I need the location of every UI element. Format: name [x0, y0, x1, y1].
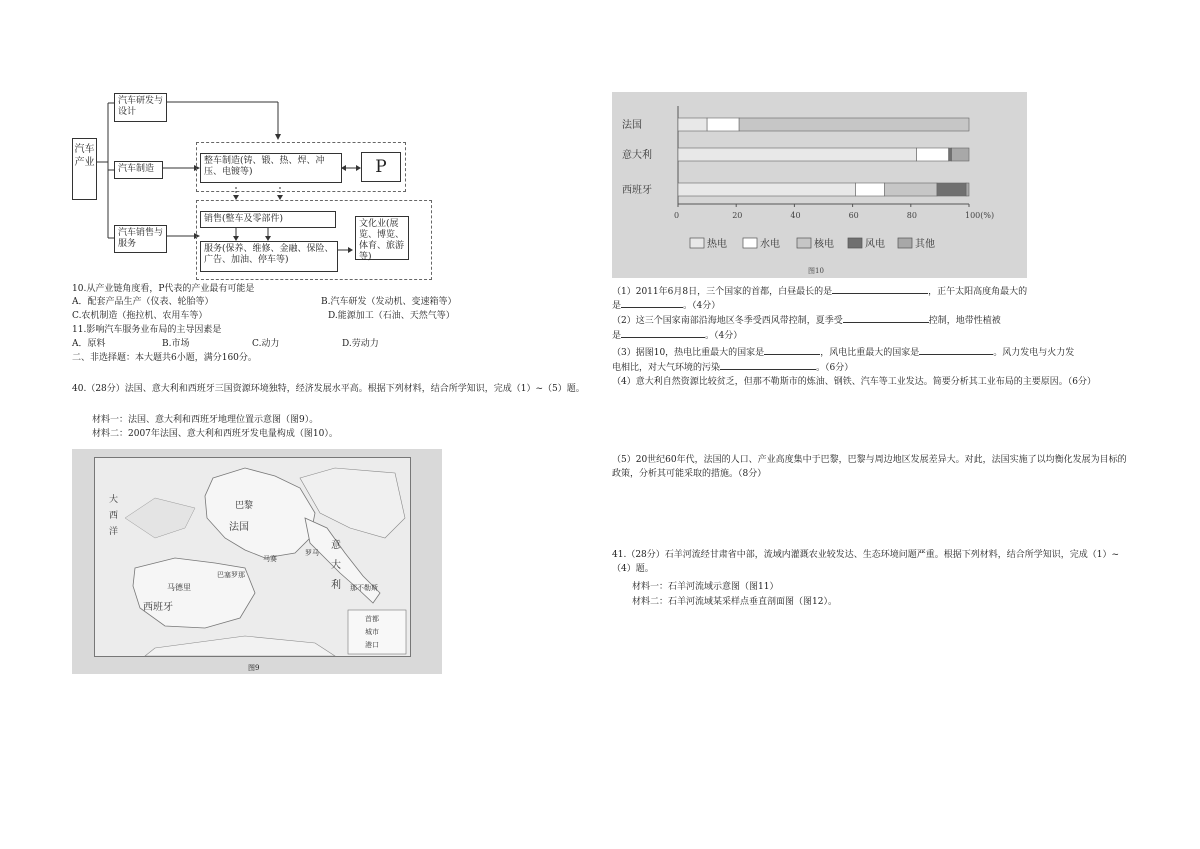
q40-2-text-c: 是 [612, 331, 622, 341]
chart-x-tick-label: 40 [790, 211, 801, 220]
answer-blank-3c[interactable] [720, 360, 816, 370]
label-barcelona: 巴塞罗那 [217, 571, 245, 579]
flowchart-culture: 文化业(展览、博览、体育、旅游等) [355, 216, 409, 260]
question-41: 41.（28分）石羊河流经甘肃省中部，流域内灌溉农业较发达、生态环境问题严重。根据下列材料，结合所学知识，完成（1）~（4）题。 [612, 550, 1120, 574]
flowchart-root: 汽车产业 [72, 138, 97, 200]
chart-svg [612, 92, 1027, 278]
chart-legend-label: 其他 [915, 239, 935, 250]
chart-x-tick-label: 60 [848, 211, 859, 220]
legend-capital: 首都 [365, 615, 379, 623]
chart-category-label: 法国 [622, 120, 642, 131]
chart-bar-segment [885, 183, 937, 196]
question-11: 11.影响汽车服务业布局的主导因素是 [72, 325, 222, 335]
map-frame [94, 457, 411, 657]
chart-bar-segment [966, 183, 969, 196]
flowchart-mfg: 汽车制造 [114, 161, 163, 179]
answer-blank-1a[interactable] [832, 284, 928, 294]
q40-3-text-a: （3）据图10，热电比重最大的国家是 [612, 348, 765, 358]
q11-option-d: D.劳动力 [342, 339, 379, 349]
q40-material-1: 材料一：法国、意大利和西班牙地理位置示意图（图9）。 [92, 415, 319, 425]
chart-legend-label: 核电 [814, 239, 834, 250]
flowchart-assembly: 整车制造(铸、锻、热、焊、冲压、电镀等) [200, 153, 342, 183]
answer-blank-3b[interactable] [919, 345, 993, 355]
chart-x-tick-label: 20 [732, 211, 743, 220]
flowchart-sales: 汽车销售与服务 [114, 225, 167, 253]
q40-3-text-c: 。风力发电与火力发 [993, 348, 1075, 358]
label-italy: 意大利 [331, 540, 341, 591]
chart-legend-swatch [797, 238, 811, 248]
flowchart-rd: 汽车研发与设计 [114, 93, 167, 122]
q40-material-2: 材料二：2007年法国、意大利和西班牙发电量构成（图10）。 [92, 429, 338, 439]
q40-1-text-a: （1）2011年6月8日，三个国家的首都，白昼最长的是 [612, 287, 833, 297]
answer-blank-3a[interactable] [764, 345, 820, 355]
flowchart-p: P [361, 152, 401, 182]
chart-bar-segment [952, 148, 969, 161]
chart-legend-label: 热电 [707, 239, 727, 250]
map-caption: 图9 [248, 664, 260, 672]
label-atlantic: 大西洋 [109, 495, 119, 537]
chart-bar-segment [678, 183, 856, 196]
q11-option-a: A．原料 [72, 339, 106, 349]
chart-bar-segment [937, 183, 966, 196]
chart-bar-segment [678, 148, 917, 161]
label-spain: 西班牙 [143, 602, 173, 613]
section-2-heading: 二、非选择题：本大题共6小题，满分160分。 [72, 353, 257, 363]
chart-figure-10 [612, 92, 1027, 278]
q40-2-text-b: 控制，地带性植被 [928, 316, 1001, 326]
label-paris: 巴黎 [235, 501, 254, 511]
question-10: 10.从产业链角度看，P代表的产业最有可能是 [72, 284, 255, 294]
q10-option-d: D.能源加工（石油、天然气等） [328, 311, 455, 321]
chart-legend-swatch [898, 238, 912, 248]
label-rome: 罗马 [305, 549, 319, 557]
answer-blank-2a[interactable] [843, 313, 929, 323]
q41-material-2: 材料二：石羊河流域某采样点垂直剖面图（图12）。 [632, 597, 837, 607]
chart-legend-label: 水电 [760, 239, 780, 250]
chart-bar-segment [707, 118, 739, 131]
chart-legend-swatch [743, 238, 757, 248]
label-marseille: 马赛 [263, 555, 277, 563]
q40-1-line2 [612, 298, 720, 312]
q11-option-b: B.市场 [162, 339, 190, 349]
q40-3-line2 [612, 360, 853, 374]
chart-x-tick-label: 80 [906, 211, 917, 220]
legend-port: 港口 [365, 641, 379, 649]
q40-3-text-d: 电相比，对大气环境的污染 [612, 363, 721, 373]
q40-1-line1 [612, 284, 1027, 298]
q40-2-line1 [612, 313, 1001, 327]
chart-x-tick-label: 0 [674, 211, 680, 220]
chart-title: 图10 [808, 267, 824, 275]
q40-4: （4）意大利自然资源比较贫乏，但那不勒斯市的炼油、钢铁、汽车等工业发达。简要分析其工业布局的主要原因。（6分） [612, 377, 1096, 387]
chart-bar-segment [739, 118, 969, 131]
chart-legend-swatch [848, 238, 862, 248]
legend-city: 城市 [365, 628, 379, 636]
chart-category-label: 意大利 [622, 150, 652, 161]
chart-bar-segment [856, 183, 885, 196]
q40-3-text-e: 。（6分） [816, 363, 854, 373]
flowchart-services: 服务(保养、维修、金融、保险、广告、加油、停车等) [200, 241, 338, 272]
q40-2-text-d: 。（4分） [705, 331, 743, 341]
chart-legend-swatch [690, 238, 704, 248]
q40-3-text-b: ，风电比重最大的国家是 [820, 348, 920, 358]
q41-material-1: 材料一：石羊河流域示意图（图11） [632, 582, 779, 592]
label-naples: 那不勒斯 [350, 584, 378, 592]
q40-1-text-d: 。（4分） [683, 301, 721, 311]
q10-option-a: A．配套产品生产（仪表、轮胎等） [72, 297, 214, 307]
answer-blank-1b[interactable] [621, 298, 683, 308]
q40-5: （5）20世纪60年代，法国的人口、产业高度集中于巴黎，巴黎与周边地区发展差异大。对此，法国实施了以均衡化发展为目标的政策，分析其可能采取的措施。（8分） [612, 455, 1127, 479]
map-figure-9 [72, 449, 442, 674]
q40-2-text-a: （2）这三个国家南部沿海地区冬季受西风带控制，夏季受 [612, 316, 843, 326]
chart-category-label: 西班牙 [622, 185, 652, 196]
chart-bar-segment [949, 148, 952, 161]
q40-1-text-b: ，正午太阳高度角最大的 [928, 287, 1028, 297]
q10-option-b: B.汽车研发（发动机、变速箱等） [321, 297, 457, 307]
chart-bar-segment [678, 118, 707, 131]
q40-2-line2 [612, 328, 742, 342]
map-land [95, 458, 410, 656]
chart-bar-segment [917, 148, 949, 161]
chart-legend-label: 风电 [865, 239, 885, 250]
label-france: 法国 [229, 522, 249, 533]
question-40: 40.（28分）法国、意大利和西班牙三国资源环境独特，经济发展水平高。根据下列材料，结合所学知识，完成（1）~（5）题。 [72, 384, 585, 394]
chart-x-tick-label: 100(%) [965, 211, 995, 220]
q40-3-line1 [612, 345, 1074, 359]
q11-option-c: C.动力 [252, 339, 280, 349]
answer-blank-2b[interactable] [621, 328, 705, 338]
flowchart-sales-parts: 销售(整车及零部件) [200, 211, 336, 228]
q40-1-text-c: 是 [612, 301, 622, 311]
label-madrid: 马德里 [167, 583, 191, 592]
q10-option-c: C.农机制造（拖拉机、农用车等） [72, 311, 208, 321]
